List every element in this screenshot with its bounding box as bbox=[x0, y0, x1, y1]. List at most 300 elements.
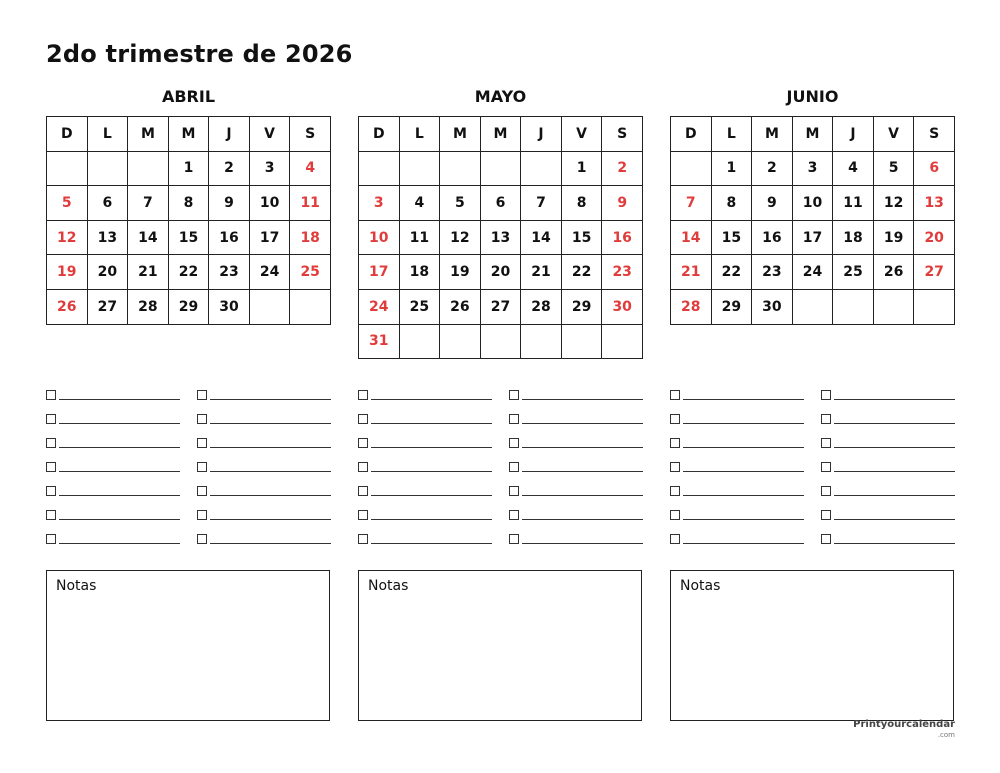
day-cell: 10 bbox=[792, 186, 833, 221]
write-line[interactable] bbox=[522, 422, 643, 424]
write-line[interactable] bbox=[522, 398, 643, 400]
write-line[interactable] bbox=[834, 446, 955, 448]
week-row bbox=[359, 289, 643, 324]
day-cell: 8 bbox=[168, 186, 209, 221]
day-cell: 10 bbox=[249, 186, 290, 221]
month-junio bbox=[670, 86, 955, 325]
week-row bbox=[359, 186, 643, 221]
day-cell: 28 bbox=[671, 289, 712, 324]
weekday-header: V bbox=[249, 117, 290, 152]
weekday-header: V bbox=[561, 117, 602, 152]
empty-day-cell bbox=[521, 324, 562, 359]
day-cell: 3 bbox=[249, 151, 290, 186]
day-cell: 21 bbox=[671, 255, 712, 290]
checklist-column bbox=[670, 378, 804, 546]
empty-day-cell bbox=[290, 289, 331, 324]
checkbox[interactable] bbox=[670, 462, 680, 472]
weekday-header: D bbox=[47, 117, 88, 152]
checkbox[interactable] bbox=[358, 486, 368, 496]
checklist-mayo bbox=[358, 378, 643, 543]
day-cell: 4 bbox=[290, 151, 331, 186]
week-row bbox=[359, 220, 643, 255]
week-row bbox=[671, 186, 955, 221]
notes-label: Notas bbox=[368, 578, 409, 594]
write-line[interactable] bbox=[834, 470, 955, 472]
checklist-item bbox=[197, 522, 331, 546]
day-cell: 26 bbox=[440, 289, 481, 324]
write-line[interactable] bbox=[371, 542, 492, 544]
checkbox[interactable] bbox=[821, 486, 831, 496]
day-cell: 21 bbox=[521, 255, 562, 290]
day-cell: 7 bbox=[521, 186, 562, 221]
checkbox[interactable] bbox=[197, 510, 207, 520]
checklist-item bbox=[821, 450, 955, 474]
day-cell: 8 bbox=[711, 186, 752, 221]
checklist-item bbox=[509, 498, 643, 522]
weekday-header: J bbox=[521, 117, 562, 152]
checklist-item bbox=[509, 426, 643, 450]
day-cell: 1 bbox=[168, 151, 209, 186]
checkbox[interactable] bbox=[509, 462, 519, 472]
write-line[interactable] bbox=[834, 518, 955, 520]
checklist-item bbox=[670, 522, 804, 546]
write-line[interactable] bbox=[683, 470, 804, 472]
checklist-item bbox=[821, 402, 955, 426]
write-line[interactable] bbox=[522, 494, 643, 496]
checklist-item bbox=[358, 498, 492, 522]
checklist-item bbox=[509, 378, 643, 402]
day-cell: 27 bbox=[914, 255, 955, 290]
checkbox[interactable] bbox=[821, 462, 831, 472]
empty-day-cell bbox=[399, 151, 440, 186]
checklist-column bbox=[509, 378, 643, 546]
checkbox[interactable] bbox=[821, 534, 831, 544]
checkbox[interactable] bbox=[46, 486, 56, 496]
empty-day-cell bbox=[359, 151, 400, 186]
write-line[interactable] bbox=[59, 518, 180, 520]
checklist-item bbox=[358, 426, 492, 450]
write-line[interactable] bbox=[683, 422, 804, 424]
checkbox[interactable] bbox=[509, 438, 519, 448]
checklist-item bbox=[197, 474, 331, 498]
week-row bbox=[47, 289, 331, 324]
write-line[interactable] bbox=[371, 398, 492, 400]
day-cell: 25 bbox=[399, 289, 440, 324]
weekday-header: M bbox=[480, 117, 521, 152]
weekday-header: L bbox=[87, 117, 128, 152]
week-row bbox=[47, 186, 331, 221]
checkbox[interactable] bbox=[821, 438, 831, 448]
weekday-header: M bbox=[128, 117, 169, 152]
day-cell: 22 bbox=[561, 255, 602, 290]
day-cell: 25 bbox=[833, 255, 874, 290]
weekday-header: L bbox=[399, 117, 440, 152]
checklist-item bbox=[821, 378, 955, 402]
checklist-item bbox=[46, 426, 180, 450]
checkbox[interactable] bbox=[197, 438, 207, 448]
write-line[interactable] bbox=[522, 470, 643, 472]
day-cell: 9 bbox=[752, 186, 793, 221]
day-cell: 31 bbox=[359, 324, 400, 359]
checklist-item bbox=[46, 378, 180, 402]
checklist-item bbox=[509, 402, 643, 426]
day-cell: 9 bbox=[209, 186, 250, 221]
write-line[interactable] bbox=[371, 494, 492, 496]
empty-day-cell bbox=[87, 151, 128, 186]
checklist-item bbox=[509, 522, 643, 546]
checklist-item bbox=[358, 378, 492, 402]
week-row bbox=[671, 151, 955, 186]
day-cell: 16 bbox=[602, 220, 643, 255]
checkbox[interactable] bbox=[358, 510, 368, 520]
write-line[interactable] bbox=[371, 470, 492, 472]
day-cell: 13 bbox=[480, 220, 521, 255]
checkbox[interactable] bbox=[670, 534, 680, 544]
checkbox[interactable] bbox=[358, 462, 368, 472]
day-cell: 19 bbox=[440, 255, 481, 290]
day-cell: 14 bbox=[671, 220, 712, 255]
checkbox[interactable] bbox=[509, 414, 519, 424]
brand-logo bbox=[853, 714, 955, 739]
checkbox[interactable] bbox=[46, 534, 56, 544]
day-cell: 30 bbox=[209, 289, 250, 324]
checkbox[interactable] bbox=[358, 390, 368, 400]
write-line[interactable] bbox=[210, 446, 331, 448]
day-cell: 15 bbox=[561, 220, 602, 255]
month-name: ABRIL bbox=[161, 87, 216, 106]
empty-day-cell bbox=[914, 289, 955, 324]
day-cell: 30 bbox=[752, 289, 793, 324]
checklist-item bbox=[197, 450, 331, 474]
checkbox[interactable] bbox=[358, 414, 368, 424]
calendar-grid bbox=[358, 116, 643, 359]
day-cell: 18 bbox=[833, 220, 874, 255]
checkbox[interactable] bbox=[46, 510, 56, 520]
day-cell: 14 bbox=[128, 220, 169, 255]
day-cell: 20 bbox=[914, 220, 955, 255]
day-cell: 22 bbox=[168, 255, 209, 290]
write-line[interactable] bbox=[59, 542, 180, 544]
write-line[interactable] bbox=[59, 422, 180, 424]
checklist-item bbox=[358, 402, 492, 426]
day-cell: 2 bbox=[602, 151, 643, 186]
checkbox[interactable] bbox=[670, 414, 680, 424]
notes-box-mayo[interactable] bbox=[358, 570, 642, 721]
month-name: MAYO bbox=[474, 87, 527, 106]
weekday-header-row bbox=[359, 117, 643, 152]
checklist-item bbox=[670, 474, 804, 498]
weekday-header-row bbox=[671, 117, 955, 152]
write-line[interactable] bbox=[683, 398, 804, 400]
day-cell: 15 bbox=[711, 220, 752, 255]
day-cell: 25 bbox=[290, 255, 331, 290]
week-row bbox=[671, 289, 955, 324]
day-cell: 13 bbox=[87, 220, 128, 255]
write-line[interactable] bbox=[683, 518, 804, 520]
day-cell: 11 bbox=[290, 186, 331, 221]
day-cell: 28 bbox=[521, 289, 562, 324]
day-cell: 3 bbox=[359, 186, 400, 221]
weekday-header: M bbox=[792, 117, 833, 152]
day-cell: 21 bbox=[128, 255, 169, 290]
checklist-item bbox=[197, 498, 331, 522]
empty-day-cell bbox=[792, 289, 833, 324]
write-line[interactable] bbox=[834, 494, 955, 496]
checkbox[interactable] bbox=[670, 390, 680, 400]
checklist-item bbox=[670, 450, 804, 474]
checklist-abril bbox=[46, 378, 331, 543]
checklist-item bbox=[197, 378, 331, 402]
weekday-header: J bbox=[209, 117, 250, 152]
write-line[interactable] bbox=[210, 494, 331, 496]
notes-box-junio[interactable] bbox=[670, 570, 954, 721]
empty-day-cell bbox=[249, 289, 290, 324]
notes-label: Notas bbox=[680, 578, 721, 594]
day-cell: 14 bbox=[521, 220, 562, 255]
weekday-header: L bbox=[711, 117, 752, 152]
write-line[interactable] bbox=[371, 422, 492, 424]
checklist-column bbox=[821, 378, 955, 546]
day-cell: 16 bbox=[209, 220, 250, 255]
weekday-header-row bbox=[47, 117, 331, 152]
empty-day-cell bbox=[561, 324, 602, 359]
checklist-item bbox=[46, 522, 180, 546]
week-row bbox=[47, 151, 331, 186]
write-line[interactable] bbox=[371, 446, 492, 448]
day-cell: 16 bbox=[752, 220, 793, 255]
weekday-header: S bbox=[914, 117, 955, 152]
day-cell: 10 bbox=[359, 220, 400, 255]
day-cell: 19 bbox=[47, 255, 88, 290]
checklist-item bbox=[821, 474, 955, 498]
checklist-item bbox=[46, 498, 180, 522]
weekday-header: D bbox=[359, 117, 400, 152]
checklist-item bbox=[197, 402, 331, 426]
write-line[interactable] bbox=[371, 518, 492, 520]
weekday-header: S bbox=[602, 117, 643, 152]
day-cell: 18 bbox=[290, 220, 331, 255]
checkbox[interactable] bbox=[821, 510, 831, 520]
checkbox[interactable] bbox=[509, 510, 519, 520]
weekday-header: V bbox=[873, 117, 914, 152]
day-cell: 11 bbox=[399, 220, 440, 255]
week-row bbox=[671, 255, 955, 290]
calendar-grid bbox=[46, 116, 331, 325]
month-abril bbox=[46, 86, 331, 325]
day-cell: 29 bbox=[711, 289, 752, 324]
checklist-item bbox=[670, 426, 804, 450]
day-cell: 12 bbox=[47, 220, 88, 255]
day-cell: 15 bbox=[168, 220, 209, 255]
week-row bbox=[47, 255, 331, 290]
brand-name: Printyourcalendar bbox=[853, 719, 955, 730]
weekday-header: D bbox=[671, 117, 712, 152]
checklist-item bbox=[358, 474, 492, 498]
write-line[interactable] bbox=[210, 422, 331, 424]
day-cell: 26 bbox=[873, 255, 914, 290]
day-cell: 20 bbox=[87, 255, 128, 290]
day-cell: 9 bbox=[602, 186, 643, 221]
day-cell: 30 bbox=[602, 289, 643, 324]
checkbox[interactable] bbox=[197, 414, 207, 424]
day-cell: 1 bbox=[711, 151, 752, 186]
checkbox[interactable] bbox=[197, 534, 207, 544]
write-line[interactable] bbox=[683, 446, 804, 448]
checkbox[interactable] bbox=[197, 390, 207, 400]
checklist-item bbox=[197, 426, 331, 450]
day-cell: 4 bbox=[833, 151, 874, 186]
day-cell: 5 bbox=[47, 186, 88, 221]
day-cell: 12 bbox=[440, 220, 481, 255]
checkbox[interactable] bbox=[509, 534, 519, 544]
day-cell: 8 bbox=[561, 186, 602, 221]
empty-day-cell bbox=[399, 324, 440, 359]
checklist-junio bbox=[670, 378, 955, 543]
day-cell: 7 bbox=[671, 186, 712, 221]
checkbox[interactable] bbox=[670, 438, 680, 448]
checklist-item bbox=[46, 402, 180, 426]
checkbox[interactable] bbox=[46, 390, 56, 400]
checkbox[interactable] bbox=[358, 438, 368, 448]
day-cell: 23 bbox=[209, 255, 250, 290]
day-cell: 4 bbox=[399, 186, 440, 221]
write-line[interactable] bbox=[59, 398, 180, 400]
checkbox[interactable] bbox=[670, 486, 680, 496]
empty-day-cell bbox=[47, 151, 88, 186]
checklist-item bbox=[821, 522, 955, 546]
empty-day-cell bbox=[440, 151, 481, 186]
day-cell: 18 bbox=[399, 255, 440, 290]
write-line[interactable] bbox=[59, 446, 180, 448]
write-line[interactable] bbox=[59, 494, 180, 496]
empty-day-cell bbox=[671, 151, 712, 186]
brand-tld: .com bbox=[937, 731, 955, 739]
day-cell: 24 bbox=[792, 255, 833, 290]
day-cell: 23 bbox=[602, 255, 643, 290]
day-cell: 20 bbox=[480, 255, 521, 290]
day-cell: 7 bbox=[128, 186, 169, 221]
empty-day-cell bbox=[480, 151, 521, 186]
checklist-item bbox=[509, 474, 643, 498]
write-line[interactable] bbox=[210, 470, 331, 472]
empty-day-cell bbox=[440, 324, 481, 359]
day-cell: 2 bbox=[752, 151, 793, 186]
checkbox[interactable] bbox=[509, 486, 519, 496]
day-cell: 24 bbox=[359, 289, 400, 324]
checklist-item bbox=[670, 378, 804, 402]
checklist-column bbox=[197, 378, 331, 546]
day-cell: 23 bbox=[752, 255, 793, 290]
day-cell: 17 bbox=[249, 220, 290, 255]
day-cell: 24 bbox=[249, 255, 290, 290]
checklist-item bbox=[670, 498, 804, 522]
checklist-item bbox=[509, 450, 643, 474]
checkbox[interactable] bbox=[46, 438, 56, 448]
write-line[interactable] bbox=[834, 398, 955, 400]
write-line[interactable] bbox=[834, 542, 955, 544]
empty-day-cell bbox=[128, 151, 169, 186]
day-cell: 22 bbox=[711, 255, 752, 290]
write-line[interactable] bbox=[683, 494, 804, 496]
checkbox[interactable] bbox=[670, 510, 680, 520]
checkbox[interactable] bbox=[46, 414, 56, 424]
day-cell: 28 bbox=[128, 289, 169, 324]
empty-day-cell bbox=[602, 324, 643, 359]
checkbox[interactable] bbox=[46, 462, 56, 472]
day-cell: 17 bbox=[359, 255, 400, 290]
day-cell: 27 bbox=[480, 289, 521, 324]
notes-box-abril[interactable] bbox=[46, 570, 330, 721]
checkbox[interactable] bbox=[197, 462, 207, 472]
checkbox[interactable] bbox=[821, 390, 831, 400]
checklist-item bbox=[821, 426, 955, 450]
checklist-column bbox=[358, 378, 492, 546]
empty-day-cell bbox=[480, 324, 521, 359]
checklist-item bbox=[670, 402, 804, 426]
day-cell: 6 bbox=[480, 186, 521, 221]
checklist-item bbox=[358, 450, 492, 474]
write-line[interactable] bbox=[834, 422, 955, 424]
calendar-grid bbox=[670, 116, 955, 325]
checkbox[interactable] bbox=[821, 414, 831, 424]
day-cell: 27 bbox=[87, 289, 128, 324]
write-line[interactable] bbox=[522, 542, 643, 544]
checkbox[interactable] bbox=[509, 390, 519, 400]
week-row bbox=[359, 151, 643, 186]
weekday-header: M bbox=[168, 117, 209, 152]
empty-day-cell bbox=[833, 289, 874, 324]
checkbox[interactable] bbox=[197, 486, 207, 496]
empty-day-cell bbox=[873, 289, 914, 324]
write-line[interactable] bbox=[210, 398, 331, 400]
day-cell: 12 bbox=[873, 186, 914, 221]
checklist-item bbox=[46, 474, 180, 498]
page-title: 2do trimestre de 2026 bbox=[46, 40, 353, 68]
weekday-header: J bbox=[833, 117, 874, 152]
day-cell: 5 bbox=[440, 186, 481, 221]
day-cell: 29 bbox=[168, 289, 209, 324]
checklist-item bbox=[46, 450, 180, 474]
day-cell: 6 bbox=[914, 151, 955, 186]
day-cell: 6 bbox=[87, 186, 128, 221]
week-row bbox=[47, 220, 331, 255]
week-row bbox=[359, 324, 643, 359]
write-line[interactable] bbox=[522, 446, 643, 448]
write-line[interactable] bbox=[59, 470, 180, 472]
month-name: JUNIO bbox=[786, 87, 839, 106]
checkbox[interactable] bbox=[358, 534, 368, 544]
write-line[interactable] bbox=[683, 542, 804, 544]
write-line[interactable] bbox=[210, 542, 331, 544]
weekday-header: M bbox=[752, 117, 793, 152]
weekday-header: S bbox=[290, 117, 331, 152]
day-cell: 17 bbox=[792, 220, 833, 255]
write-line[interactable] bbox=[210, 518, 331, 520]
checklist-item bbox=[821, 498, 955, 522]
weekday-header: M bbox=[440, 117, 481, 152]
checklist-column bbox=[46, 378, 180, 546]
write-line[interactable] bbox=[522, 518, 643, 520]
checklist-item bbox=[358, 522, 492, 546]
day-cell: 2 bbox=[209, 151, 250, 186]
day-cell: 3 bbox=[792, 151, 833, 186]
day-cell: 19 bbox=[873, 220, 914, 255]
week-row bbox=[671, 220, 955, 255]
day-cell: 1 bbox=[561, 151, 602, 186]
day-cell: 5 bbox=[873, 151, 914, 186]
notes-label: Notas bbox=[56, 578, 97, 594]
day-cell: 29 bbox=[561, 289, 602, 324]
